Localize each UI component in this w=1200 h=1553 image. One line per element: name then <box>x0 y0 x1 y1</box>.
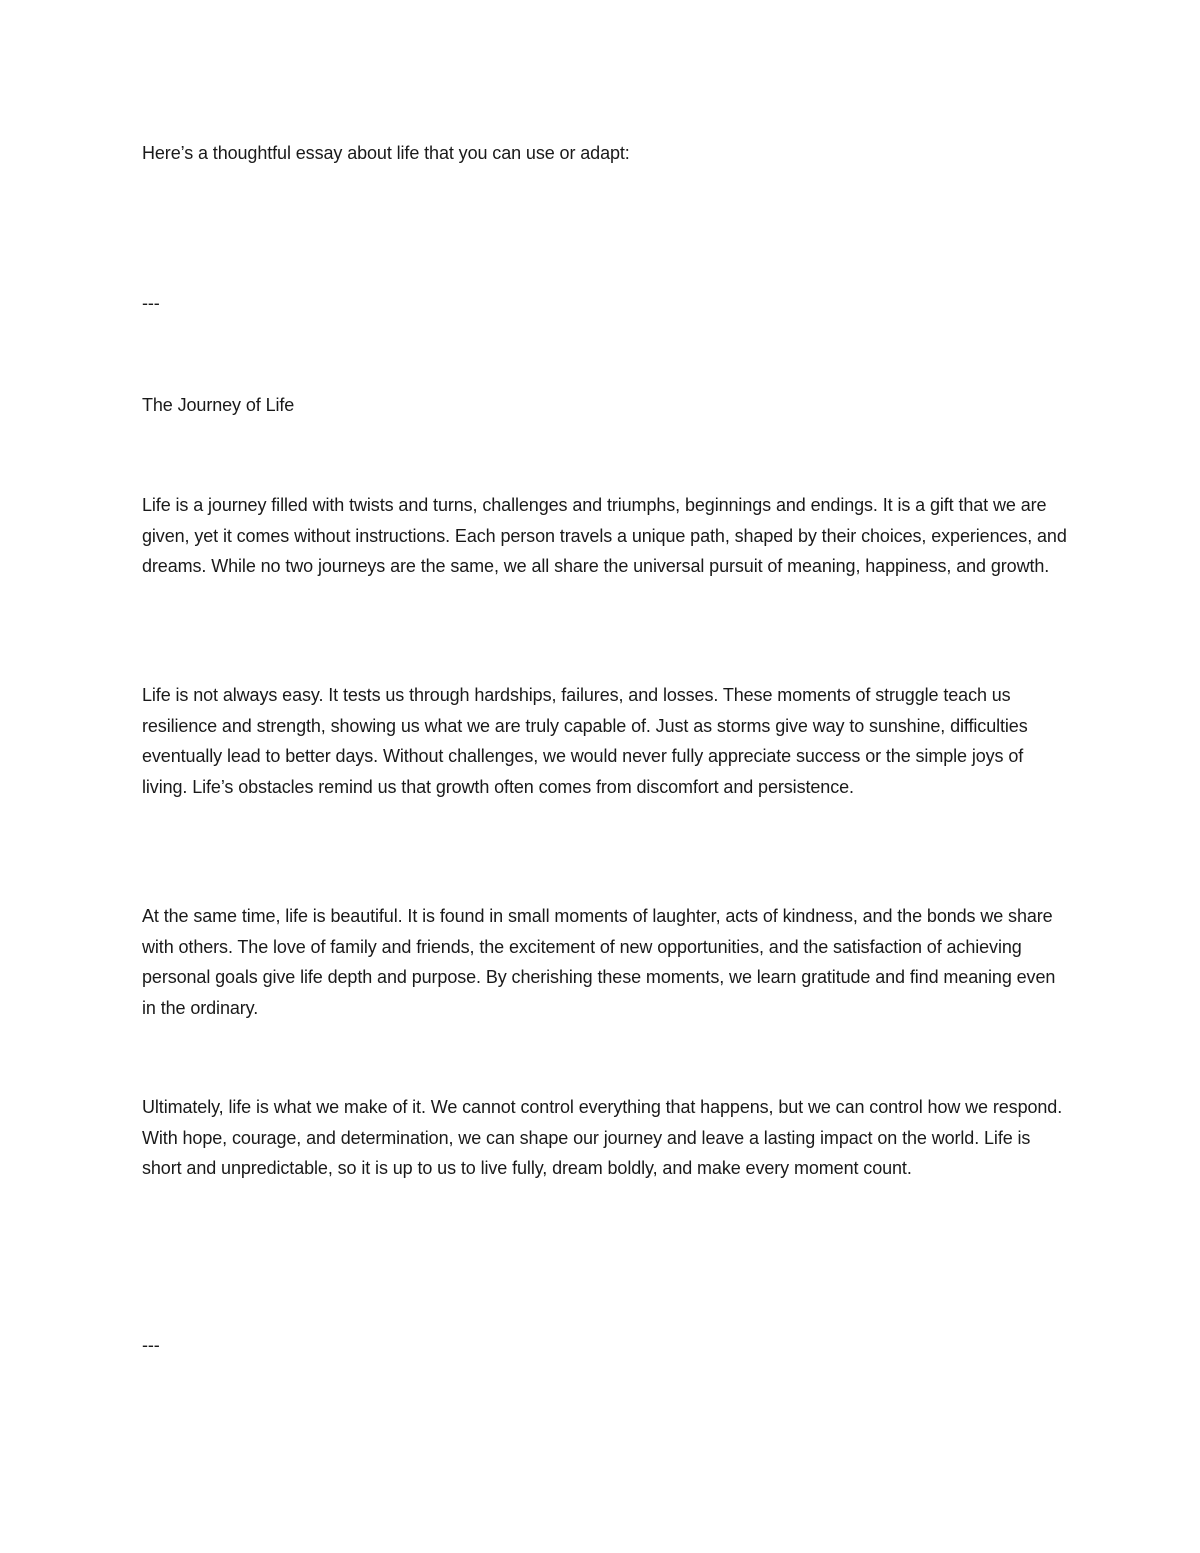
separator-top: --- <box>142 293 160 313</box>
separator-bottom: --- <box>142 1335 160 1355</box>
paragraph-1: Life is a journey filled with twists and turns, challenges and triumphs, beginnings and endings. It is a gift that we are given, yet it comes without instructions. Each person travels a unique path, shaped by their choices, experiences, and dreams. While no two journeys are the same, we all share the universal pursuit of meaning, happiness, and growth. <box>142 495 1067 576</box>
paragraph-4: Ultimately, life is what we make of it. We cannot control everything that happens, but we can control how we respond. With hope, courage, and determination, we can shape our journey and leave a lasting impact on the world. Life is short and unpredictable, so it is up to us to live fully, dream boldly, and make every moment count. <box>142 1097 1063 1178</box>
paragraph-3: At the same time, life is beautiful. It is found in small moments of laughter, acts of kindness, and the bonds we share with others. The love of family and friends, the excitement of new opportunities, and the satisfaction of achieving personal goals give life depth and purpose. By cherishing these moments, we learn gratitude and find meaning even in the ordinary. <box>142 906 1056 1018</box>
intro-line: Here’s a thoughtful essay about life that you can use or adapt: <box>142 143 630 163</box>
essay-title: The Journey of Life <box>142 395 295 415</box>
paragraph-2: Life is not always easy. It tests us through hardships, failures, and losses. These moments of struggle teach us resilience and strength, showing us what we are truly capable of. Just as storms give way to sunshine, difficulties eventually lead to better days. Without challenges, we would never fully appreciate success or the simple joys of living. Life’s obstacles remind us that growth often comes from discomfort and persistence. <box>142 685 1028 797</box>
